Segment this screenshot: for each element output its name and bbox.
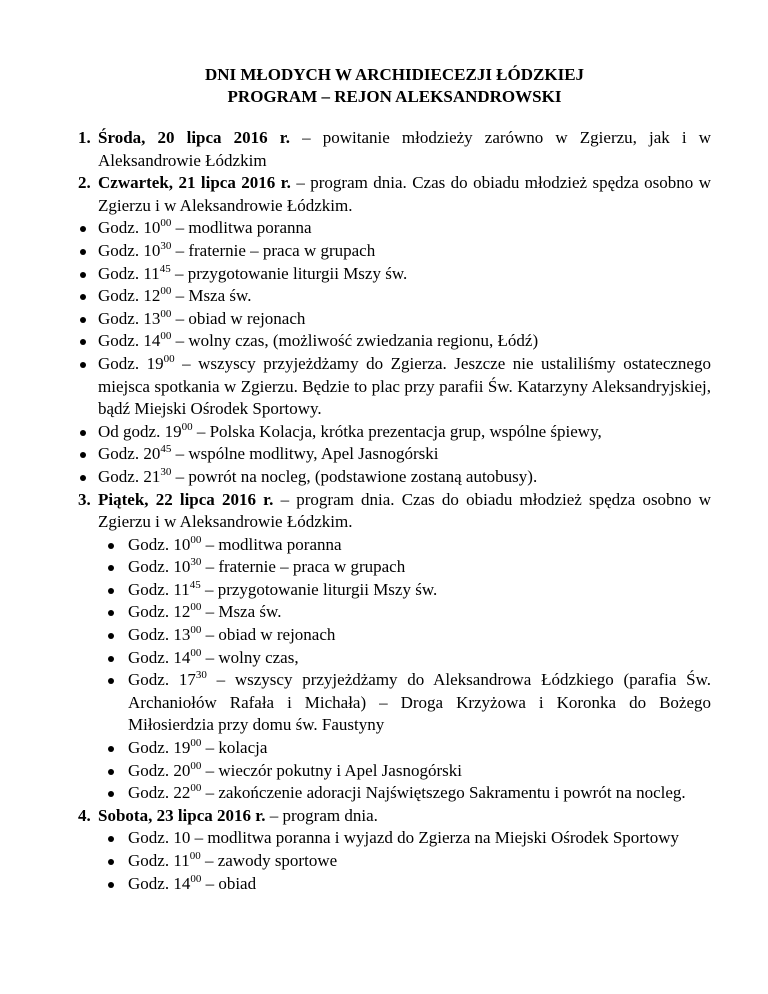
schedule-item: Godz. $19^{00}$ – wszyscy przyjeżdżamy do Zgierza. Jeszcze nie ustaliliśmy ostatecznego miejsca spotkania w Zgierzu. Będzie to plac przy parafii Św. Katarzyny Aleksandryjskiej, bądź Miejski Ośrodek Sportowy. <box>78 353 711 421</box>
day-3-schedule <box>78 534 711 805</box>
schedule-item: Godz. $17^{30}$ – wszyscy przyjeżdżamy do Aleksandrowa Łódzkiego (parafia Św. Archaniołów Rafała i Michała) – Droga Krzyżowa i Koronka do Bożego Miłosierdzia przy domu św. Faustyny <box>78 669 711 737</box>
bullet-icon <box>108 836 114 842</box>
schedule-item: Godz. $11^{00}$ – zawody sportowe <box>78 850 711 873</box>
day-date: Środa, 20 lipca 2016 r. <box>98 128 291 147</box>
bullet-icon <box>108 656 114 662</box>
day-2 <box>78 172 711 217</box>
title-line-1: DNI MŁODYCH W ARCHIDIECEZJI ŁÓDZKIEJ <box>204 65 585 84</box>
schedule-item: Godz. $22^{00}$ – zakończenie adoracji Najświętszego Sakramentu i powrót na nocleg. <box>78 782 711 805</box>
day-description <box>98 127 711 172</box>
schedule-item: Godz. $13^{00}$ – obiad w rejonach <box>78 308 711 331</box>
bullet-icon <box>108 610 114 616</box>
day-description <box>98 805 711 828</box>
schedule-item: Godz. $20^{00}$ – wieczór pokutny i Apel Jasnogórski <box>78 760 711 783</box>
schedule-item: Godz. $11^{45}$ – przygotowanie liturgii Mszy św. <box>78 263 711 286</box>
day-summary: – program dnia. Czas do obiadu młodzież spędza osobno w Zgierzu i w Aleksandrowie Łódzkim. <box>98 173 711 215</box>
day-number: 1. <box>78 128 91 147</box>
bullet-icon <box>108 565 114 571</box>
schedule-item: Godz. $14^{00}$ – wolny czas, <box>78 647 711 670</box>
day-date: Sobota, 23 lipca 2016 r. <box>98 805 266 825</box>
bullet-icon <box>80 339 86 345</box>
day-description <box>98 172 711 217</box>
day-4 <box>78 805 711 828</box>
day-date: Piątek, 22 lipca 2016 r. <box>98 489 274 509</box>
day-number: 4. <box>78 805 91 825</box>
schedule-item: Godz. $13^{00}$ – obiad w rejonach <box>78 624 711 647</box>
day-2-schedule <box>78 217 711 488</box>
bullet-icon <box>108 543 114 549</box>
day-3 <box>78 489 711 534</box>
bullet-icon <box>80 430 86 436</box>
day-description <box>98 489 711 534</box>
bullet-icon <box>80 272 86 278</box>
day-number: 3. <box>78 489 91 509</box>
bullet-icon <box>80 317 86 323</box>
schedule-item: Godz. $14^{00}$ – obiad <box>78 873 711 896</box>
schedule-item: Godz. $12^{00}$ – Msza św. <box>78 285 711 308</box>
day-4-schedule <box>78 827 711 895</box>
bullet-icon <box>80 226 86 232</box>
day-1 <box>78 127 711 172</box>
bullet-icon <box>80 452 86 458</box>
bullet-icon <box>108 791 114 797</box>
day-summary: – program dnia. Czas do obiadu młodzież spędza osobno w Zgierzu i w Aleksandrowie Łódzkim. <box>98 489 712 532</box>
bullet-icon <box>80 362 86 368</box>
bullet-icon <box>108 746 114 752</box>
schedule-item: Godz. $11^{45}$ – przygotowanie liturgii Mszy św. <box>78 579 711 602</box>
day-number: 2. <box>78 173 91 193</box>
bullet-icon <box>80 249 86 255</box>
bullet-icon <box>108 678 114 684</box>
bullet-icon <box>108 588 114 594</box>
bullet-icon <box>80 475 86 481</box>
schedule-item: Godz. $21^{30}$ – powrót na nocleg, (podstawione zostaną autobusy). <box>78 466 711 489</box>
bullet-icon <box>108 633 114 639</box>
bullet-icon <box>108 859 114 865</box>
schedule-item: Godz. $10^{00}$ – modlitwa poranna <box>78 534 711 557</box>
day-summary: – program dnia. <box>265 805 378 825</box>
schedule-item: Godz. $10^{00}$ – modlitwa poranna <box>78 217 711 240</box>
schedule-item: Godz. $10^{30}$ – fraternie – praca w grupach <box>78 240 711 263</box>
bullet-icon <box>80 294 86 300</box>
schedule-item: Od godz. $19^{00}$ – Polska Kolacja, krótka prezentacja grup, wspólne śpiewy, <box>78 421 711 444</box>
bullet-icon <box>108 882 114 888</box>
bullet-icon <box>108 769 114 775</box>
schedule-item: Godz. $14^{00}$ – wolny czas, (możliwość zwiedzania regionu, Łódź) <box>78 330 711 353</box>
schedule-item: Godz. $10^{30}$ – fraternie – praca w grupach <box>78 556 711 579</box>
document-header <box>78 64 711 108</box>
day-date: Czwartek, 21 lipca 2016 r. <box>98 173 291 193</box>
schedule-item: Godz. 10 – modlitwa poranna i wyjazd do Zgierza na Miejski Ośrodek Sportowy <box>78 827 711 850</box>
title-line-2: PROGRAM – REJON ALEKSANDROWSKI <box>227 87 562 106</box>
schedule-item: Godz. $20^{45}$ – wspólne modlitwy, Apel Jasnogórski <box>78 443 711 466</box>
schedule-item: Godz. $19^{00}$ – kolacja <box>78 737 711 760</box>
day-summary: – powitanie młodzieży zarówno w Zgierzu, jak i w Aleksandrowie Łódzkim <box>98 128 711 170</box>
schedule-item: Godz. $12^{00}$ – Msza św. <box>78 601 711 624</box>
